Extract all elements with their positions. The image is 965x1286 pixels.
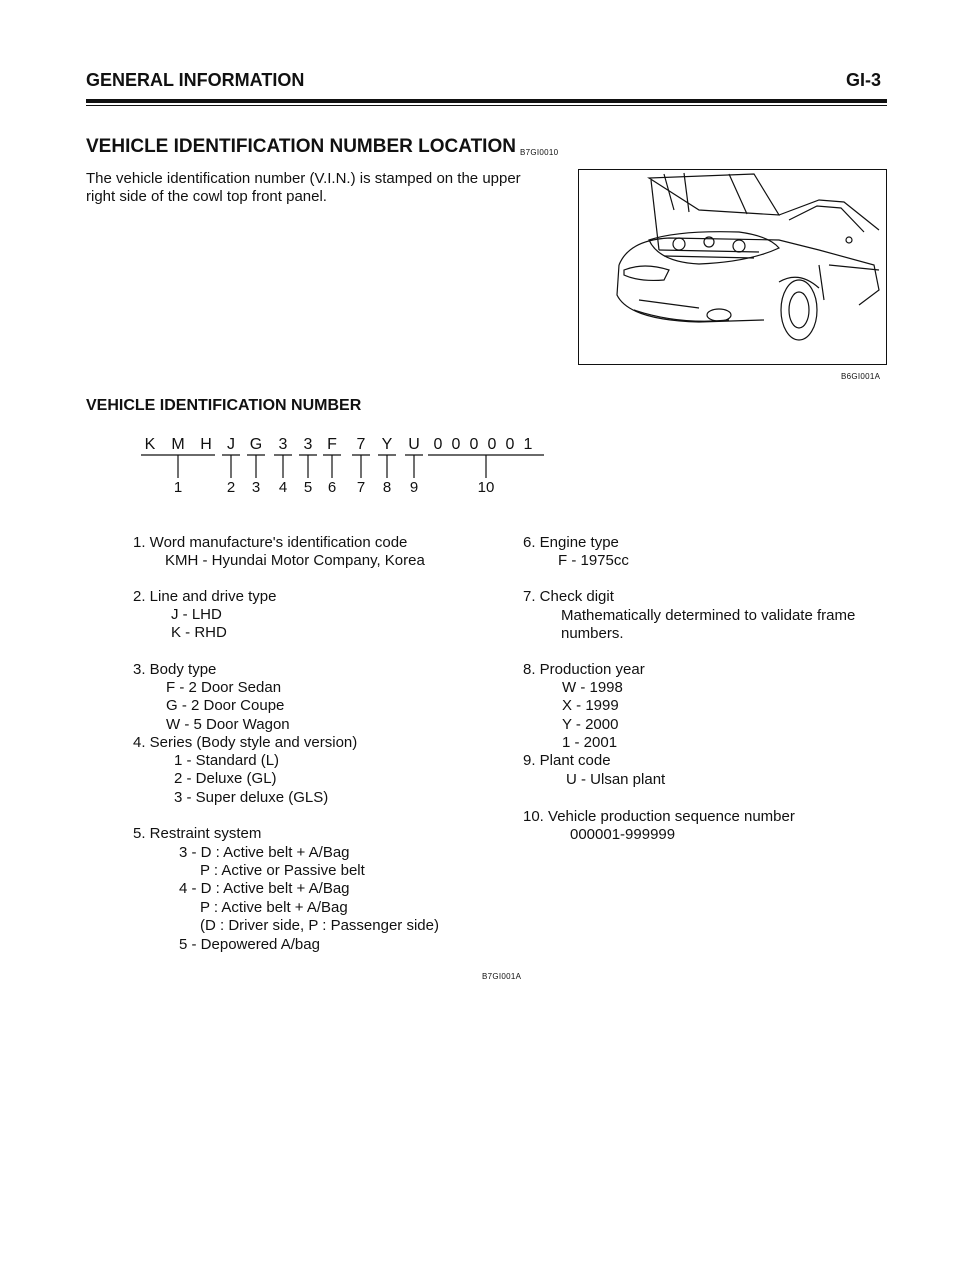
item-detail: KMH - Hyundai Motor Company, Korea: [165, 552, 425, 569]
item-detail: F - 2 Door Sedan: [166, 679, 282, 696]
item-heading: 6. Engine type: [523, 534, 619, 551]
item-detail: 3 - Super deluxe (GLS): [174, 789, 329, 806]
item-heading: 3. Body type: [133, 661, 217, 678]
vin-position-number: 5: [303, 479, 313, 496]
item-detail: F - 1975cc: [558, 552, 629, 569]
item-heading: 5. Restraint system: [133, 825, 262, 842]
vin-char: 0: [433, 436, 443, 453]
location-code: B7GI0010: [520, 148, 559, 157]
location-title: VEHICLE IDENTIFICATION NUMBER LOCATION: [86, 136, 516, 157]
item-detail: G - 2 Door Coupe: [166, 697, 285, 714]
vin-char: J: [227, 436, 235, 453]
car-illustration: [579, 170, 886, 364]
vin-position-number: 10: [477, 479, 495, 496]
vin-char: M: [171, 436, 185, 453]
vin-position-number: 4: [278, 479, 288, 496]
vin-char: 3: [278, 436, 288, 453]
item-heading: 2. Line and drive type: [133, 588, 277, 605]
header-rule-thin: [86, 105, 887, 106]
figure-code: B6GI001A: [841, 372, 881, 381]
item-detail: P : Active or Passive belt: [200, 862, 365, 879]
item-heading: 4. Series (Body style and version): [133, 734, 358, 751]
item-heading: 7. Check digit: [523, 588, 614, 605]
item-heading: 9. Plant code: [523, 752, 611, 769]
vin-char: H: [200, 436, 212, 453]
page-number: GI-3: [846, 70, 882, 90]
header-rule: [86, 99, 887, 103]
item-detail: W - 5 Door Wagon: [166, 716, 290, 733]
vin-char: G: [249, 436, 263, 453]
item-detail: U - Ulsan plant: [566, 771, 666, 788]
item-detail: numbers.: [561, 625, 624, 642]
item-detail: Mathematically determined to validate frame: [561, 607, 856, 624]
item-heading: 1. Word manufacture's identification code: [133, 534, 408, 551]
vin-char: 0: [505, 436, 515, 453]
footer-code: B7GI001A: [482, 972, 522, 981]
item-detail: 3 - D : Active belt + A/Bag: [179, 844, 350, 861]
vin-char: 0: [487, 436, 497, 453]
location-text-line-1: The vehicle identification number (V.I.N.) is stamped on the upper: [86, 170, 521, 187]
vin-location-figure: [578, 169, 887, 365]
section-header: GENERAL INFORMATION: [86, 70, 305, 90]
vin-title: VEHICLE IDENTIFICATION NUMBER: [86, 397, 362, 414]
vin-char: Y: [381, 436, 393, 453]
item-detail: J - LHD: [171, 606, 222, 623]
item-detail: 1 - 2001: [562, 734, 618, 751]
item-detail: K - RHD: [171, 624, 227, 641]
item-detail: (D : Driver side, P : Passenger side): [200, 917, 439, 934]
item-detail: 5 - Depowered A/bag: [179, 936, 320, 953]
item-detail: 1 - Standard (L): [174, 752, 280, 769]
vin-position-number: 1: [173, 479, 183, 496]
vin-position-number: 7: [356, 479, 366, 496]
vin-position-number: 9: [409, 479, 419, 496]
vin-position-number: 3: [251, 479, 261, 496]
vin-position-number: 8: [382, 479, 392, 496]
vin-char: U: [408, 436, 420, 453]
vin-char: 7: [356, 436, 366, 453]
item-detail: 4 - D : Active belt + A/Bag: [179, 880, 350, 897]
item-heading: 10. Vehicle production sequence number: [523, 808, 795, 825]
item-detail: P : Active belt + A/Bag: [200, 899, 348, 916]
item-detail: 2 - Deluxe (GL): [174, 770, 277, 787]
vin-char: 0: [469, 436, 479, 453]
item-detail: X - 1999: [562, 697, 619, 714]
vin-char: 3: [303, 436, 313, 453]
item-detail: Y - 2000: [562, 716, 619, 733]
vin-char: F: [327, 436, 337, 453]
vin-char: 1: [523, 436, 533, 453]
vin-char: K: [144, 436, 156, 453]
vin-position-number: 6: [327, 479, 337, 496]
vin-position-number: 2: [226, 479, 236, 496]
location-text-line-2: right side of the cowl top front panel.: [86, 188, 327, 205]
vin-char: 0: [451, 436, 461, 453]
item-heading: 8. Production year: [523, 661, 645, 678]
item-detail: 000001-999999: [570, 826, 676, 843]
item-detail: W - 1998: [562, 679, 623, 696]
